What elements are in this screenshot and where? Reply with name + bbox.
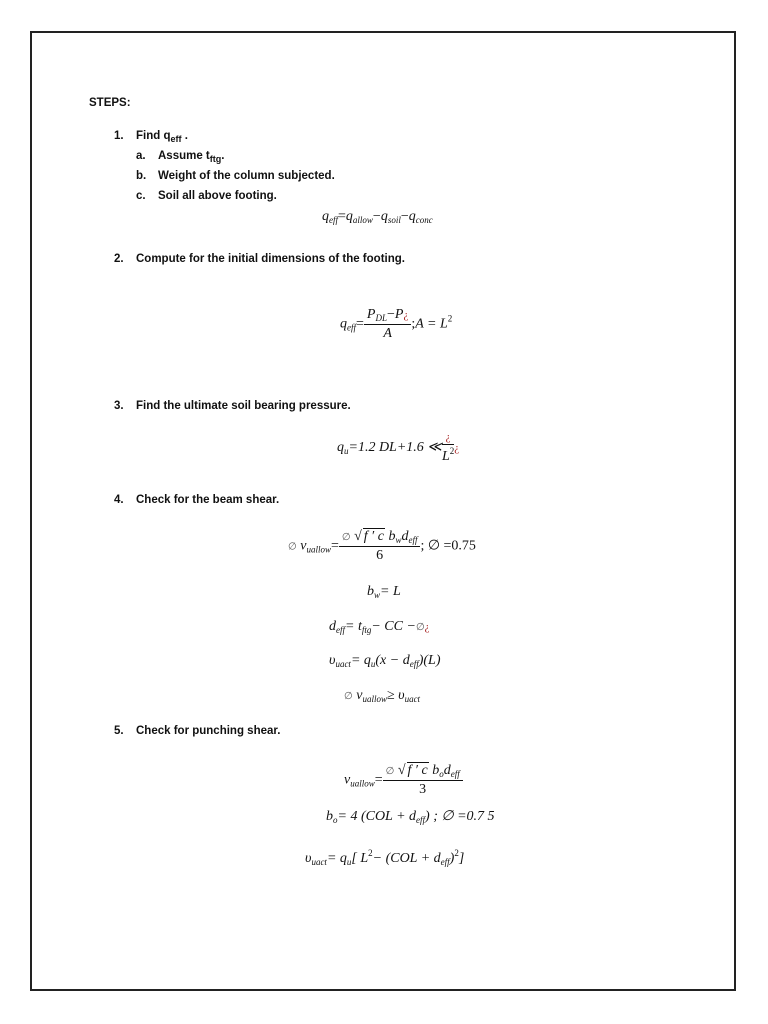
eq9-phi: ∅: [385, 766, 395, 777]
eq6-t: = t: [345, 619, 362, 634]
eq1-conc: conc: [415, 215, 433, 225]
eq10-b: b: [326, 809, 333, 824]
eq10-eff: eff: [416, 815, 426, 825]
step-3-number: 3.: [114, 400, 124, 412]
eq11-uact: uact: [311, 857, 327, 867]
eq4-fraction: $\frac{\emptyset √ f ' c b_wd_{eff}}{6}$: [339, 529, 421, 564]
eq7-u: u: [370, 659, 376, 669]
eq3-rhs: =1.2 DL+1.6 ≪: [348, 440, 442, 456]
equation-bw: [367, 584, 401, 600]
step-1a-text-main: Assume t: [158, 150, 210, 162]
eq2-semicolon: ;: [411, 316, 416, 332]
step-1c-letter: c.: [136, 190, 146, 202]
eq8-v: v: [356, 688, 363, 703]
eq11-q: = q: [326, 851, 347, 866]
step-1a-text-sub: ftg: [209, 154, 222, 164]
eq1-q2: q: [345, 209, 353, 224]
eq11-bracket: [ L: [351, 851, 369, 866]
eq4-d: d: [401, 529, 409, 544]
eq9-b: b: [432, 763, 440, 778]
eq1-allow: allow: [352, 215, 373, 225]
eq10-rhs: = 4 (COL + d: [337, 809, 417, 824]
eq11-u: u: [346, 857, 352, 867]
step-1a-text: [158, 150, 224, 164]
eq6-ftg: ftg: [361, 625, 372, 635]
eq6-d: d: [329, 619, 336, 634]
eq1-q4: q: [408, 209, 416, 224]
eq6-phi: ∅: [415, 622, 425, 633]
eq3-q: q: [337, 440, 344, 456]
step-4-number: 4.: [114, 494, 124, 506]
eq9-sqrt: f ′ c: [407, 763, 428, 778]
eq1-equals: =: [338, 209, 346, 224]
eq1-minus2: −: [400, 209, 409, 224]
eq8-phi: ∅: [344, 691, 353, 702]
step-5-number: 5.: [114, 725, 124, 737]
eq9-v: v: [344, 772, 351, 788]
eq7-q: = q: [350, 653, 371, 668]
eq4-v-sub: uallow: [306, 544, 331, 555]
equation-v-uact: [329, 653, 441, 669]
equation-initial-dimensions: $q_{eff}=$ $\frac{P_{DL}-P¿}{A}$ ;A = $L^2$: [340, 307, 453, 341]
step-1b-letter: b.: [136, 170, 147, 182]
eq11-upsilon: υ: [305, 851, 312, 866]
eq7-uact: uact: [335, 659, 351, 669]
eq3-exp: 2: [449, 446, 455, 456]
eq4-v: v: [300, 538, 307, 554]
eq3-u: u: [344, 446, 349, 457]
eq1-minus1: −: [372, 209, 381, 224]
eq10-o: o: [333, 815, 338, 825]
step-3-text: Find the ultimate soil bearing pressure.: [136, 400, 351, 412]
eq7-tail: )(L): [418, 653, 441, 668]
eq6-glyph: ¿: [424, 621, 430, 633]
eq2-p-dl: P: [366, 307, 376, 322]
eq2-p-ll: P: [394, 307, 404, 322]
eq4-denominator: 6: [376, 548, 384, 563]
eq1-soil: soil: [387, 215, 401, 225]
eq2-area: A = L: [415, 316, 448, 332]
eq9-denominator: 3: [419, 782, 427, 797]
equation-check-beam: [344, 688, 420, 704]
eq4-d-sub: eff: [408, 535, 418, 545]
equation-punching-actual: [305, 848, 464, 867]
equation-q-eff: [322, 209, 433, 225]
eq11-eff: eff: [440, 857, 450, 867]
document-page: [30, 31, 736, 991]
eq9-uallow: uallow: [350, 778, 375, 789]
eq2-minus: −: [386, 307, 395, 322]
equation-ultimate-pressure: [337, 431, 459, 465]
eq8-ge: ≥ υ: [386, 688, 405, 703]
eq9-o: o: [439, 769, 444, 779]
eq4-sqrt: f ′ c: [363, 529, 384, 544]
eq2-fraction: [364, 307, 411, 342]
eq1-eff: eff: [329, 215, 338, 225]
eq11-exp1: 2: [368, 848, 373, 858]
eq4-b: b: [388, 529, 396, 544]
eq9-fraction: $\frac{\emptyset √ f ' c b_od_{eff}}{3}$: [383, 763, 463, 798]
step-1-text: [136, 130, 188, 144]
eq6-rest: − CC −: [371, 619, 416, 634]
step-1-text-tail: .: [181, 130, 188, 142]
eq3-tail-glyph: ¿: [454, 442, 460, 455]
step-1c-text: Soil all above footing.: [158, 190, 277, 202]
eq4-tail: ; ∅ =0.75: [420, 538, 476, 554]
step-2-text: Compute for the initial dimensions of the footing.: [136, 253, 405, 265]
eq5-w: w: [374, 590, 381, 600]
eq7-eff: eff: [409, 659, 419, 669]
eq2-exponent: 2: [447, 313, 453, 324]
step-4-text: Check for the beam shear.: [136, 494, 280, 506]
eq8-uact: uact: [404, 694, 421, 704]
step-1a-text-tail: .: [221, 150, 225, 162]
eq2-denominator: A: [383, 326, 392, 341]
eq3-l: L: [441, 449, 450, 464]
step-1-text-sub: eff: [170, 134, 182, 144]
eq7-paren: (x − d: [375, 653, 410, 668]
step-2-number: 2.: [114, 253, 124, 265]
eq7-upsilon: υ: [329, 653, 336, 668]
eq2-dl: DL: [375, 313, 387, 323]
eq10-tail: ) ; ∅ =0.7 5: [425, 809, 495, 824]
step-5-text: Check for punching shear.: [136, 725, 281, 737]
steps-heading: STEPS:: [89, 97, 131, 109]
step-1-number: 1.: [114, 130, 124, 142]
step-1a-letter: a.: [136, 150, 146, 162]
equation-bo: [326, 808, 495, 825]
eq4-b-sub: w: [395, 535, 402, 545]
equation-d-eff: [329, 619, 430, 635]
eq11-end: ]: [458, 851, 465, 866]
eq8-uallow: uallow: [362, 694, 387, 704]
eq1-q3: q: [380, 209, 388, 224]
eq5-rhs: = L: [380, 584, 401, 599]
eq11-col: − (COL + d: [372, 851, 441, 866]
eq4-phi: ∅: [288, 541, 297, 553]
eq6-eff: eff: [336, 625, 345, 635]
eq9-d: d: [443, 763, 451, 778]
eq3-fraction: [442, 431, 454, 465]
equation-beam-shear-allowable: ∅ $v_{uallow}=$ $\frac{\emptyset √ f ' c b_wd_{eff}}{6}$ ; ∅ =0.75: [288, 529, 476, 563]
eq3-num-glyph: ¿: [442, 431, 454, 445]
eq9-eff: eff: [450, 769, 460, 779]
step-1-text-main: Find q: [136, 130, 171, 142]
eq5-b: b: [367, 584, 374, 599]
step-1b-text: Weight of the column subjected.: [158, 170, 335, 182]
eq11-close: ): [449, 851, 455, 866]
eq2-glyph: ¿: [403, 309, 409, 321]
eq1-q: q: [322, 209, 329, 224]
eq11-exp2: 2: [454, 848, 459, 858]
equation-punching-allowable: $v_{uallow}=$ $\frac{\emptyset √ f ' c b_od_{eff}}{3}$: [344, 763, 463, 798]
